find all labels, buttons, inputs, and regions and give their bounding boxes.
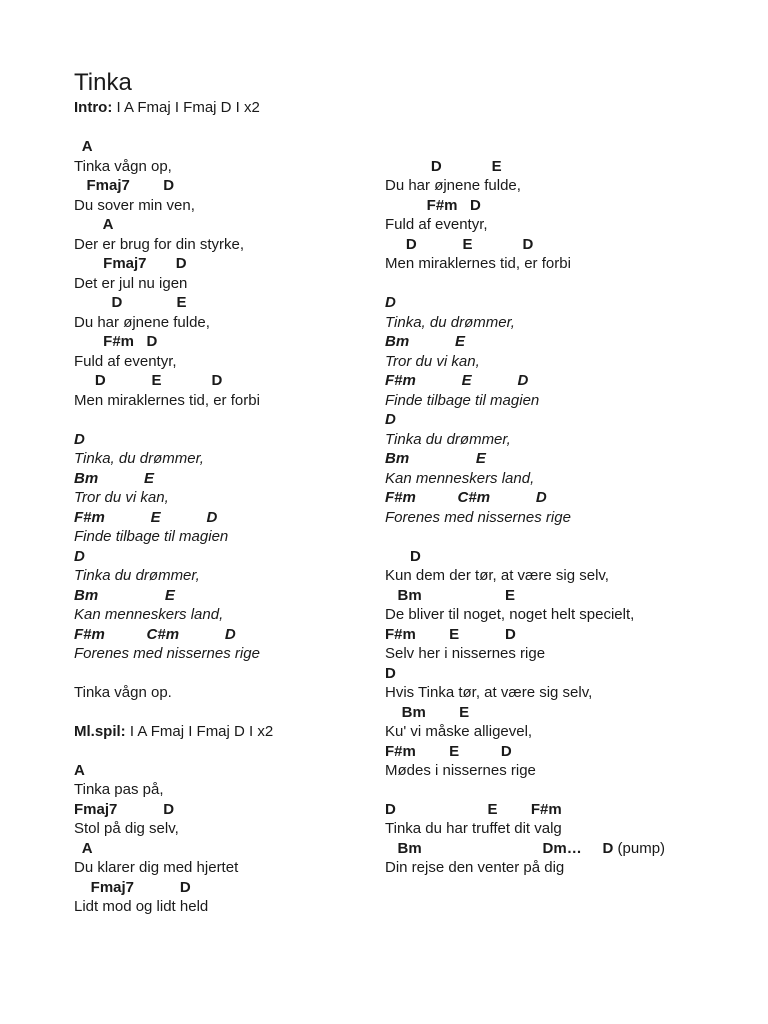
lyric-line: Der er brug for din styrke,	[74, 236, 245, 253]
chord-line: F#m E D	[74, 509, 218, 526]
chord-line: F#m D	[385, 197, 481, 214]
lyric-line: Finde tilbage til magien	[74, 528, 229, 545]
lyric-line: Du har øjnene fulde,	[74, 314, 210, 331]
chord-line: Fmaj7 D	[74, 255, 187, 272]
chord-line: D E D	[74, 372, 223, 389]
lyric-line: Ku' vi måske alligevel,	[385, 723, 533, 740]
lyric-line: Tinka, du drømmer,	[74, 450, 204, 467]
chord-line: Bm E	[74, 470, 155, 487]
lyric-line: Finde tilbage til magien	[385, 392, 540, 409]
lyric-line: Tinka du drømmer,	[74, 567, 200, 584]
lyric-line: Forenes med nissernes rige	[74, 645, 260, 662]
lyric-line: Lidt mod og lidt held	[74, 898, 209, 915]
lyric-line: Selv her i nissernes rige	[385, 645, 546, 662]
lyric-line: Stol på dig selv,	[74, 820, 179, 837]
chord-line: Fmaj7 D	[74, 801, 175, 818]
lyric-line: Mødes i nissernes rige	[385, 762, 536, 779]
chord-line: D	[385, 294, 396, 311]
chord-line: D	[385, 411, 396, 428]
song-title: Tinka	[74, 69, 132, 96]
interlude-line	[74, 723, 273, 741]
chord-line: F#m E D	[385, 372, 529, 389]
lyric-line: Kan menneskers land,	[385, 470, 535, 487]
lyric-line: Tror du vi kan,	[74, 489, 169, 506]
chord-line: Bm E	[385, 587, 516, 604]
chord-text: Bm Dm… D	[385, 840, 614, 857]
chord-line: F#m D	[74, 333, 158, 350]
lyric-line: Det er jul nu igen	[74, 275, 188, 292]
lyric-line: Kan menneskers land,	[74, 606, 224, 623]
intro-line	[74, 99, 260, 117]
chord-line: Fmaj7 D	[74, 879, 191, 896]
lyric-line: Tinka pas på,	[74, 781, 164, 798]
chord-line: D	[74, 548, 85, 565]
lyric-line: Din rejse den venter på dig	[385, 859, 565, 876]
chord-line: D E D	[385, 236, 534, 253]
chord-line: A	[74, 840, 93, 857]
chord-line: Bm E	[385, 333, 466, 350]
lyric-line: Fuld af eventyr,	[74, 353, 177, 370]
lyric-line: Tinka vågn op,	[74, 158, 172, 175]
intro-label: Intro:	[74, 99, 113, 116]
chord-note: (pump)	[613, 840, 666, 857]
chord-line: A	[74, 216, 114, 233]
chord-line: F#m E D	[385, 626, 516, 643]
chord-line: A	[74, 762, 85, 779]
lyric-line: Forenes med nissernes rige	[385, 509, 571, 526]
chord-line: F#m E D	[385, 743, 512, 760]
lyric-line: Du sover min ven,	[74, 197, 195, 214]
lyric-line: Tinka vågn op.	[74, 684, 172, 701]
lyric-line: De bliver til noget, noget helt specielt,	[385, 606, 635, 623]
lyric-line: Tinka du har truffet dit valg	[385, 820, 562, 837]
chord-line: D E	[74, 294, 187, 311]
lyric-line: Fuld af eventyr,	[385, 216, 488, 233]
chord-line: F#m C#m D	[74, 626, 236, 643]
chord-line: D E F#m	[385, 801, 562, 818]
lyric-line: Du klarer dig med hjertet	[74, 859, 239, 876]
chord-line: D	[385, 548, 421, 565]
chord-line: F#m C#m D	[385, 489, 547, 506]
chord-line: D	[385, 665, 396, 682]
chord-line: Bm E	[385, 450, 486, 467]
intro-chords: I A Fmaj I Fmaj D I x2	[112, 99, 260, 116]
chord-line: Bm E	[385, 704, 470, 721]
lyric-line: Men miraklernes tid, er forbi	[385, 255, 571, 272]
lyric-line: Hvis Tinka tør, at være sig selv,	[385, 684, 593, 701]
lyric-line: Tinka, du drømmer,	[385, 314, 515, 331]
interlude-chords: I A Fmaj I Fmaj D I x2	[125, 723, 274, 740]
chord-line: Fmaj7 D	[74, 177, 175, 194]
lyric-line: Tinka du drømmer,	[385, 431, 511, 448]
chord-line: D E	[385, 158, 502, 175]
lyric-line: Men miraklernes tid, er forbi	[74, 392, 260, 409]
chord-line	[385, 840, 665, 858]
lyric-line: Tror du vi kan,	[385, 353, 480, 370]
interlude-label: Ml.spil:	[74, 723, 126, 740]
chord-line: A	[74, 138, 93, 155]
lyric-line: Du har øjnene fulde,	[385, 177, 521, 194]
lyric-line: Kun dem der tør, at være sig selv,	[385, 567, 609, 584]
chord-line: D	[74, 431, 85, 448]
chord-line: Bm E	[74, 587, 175, 604]
